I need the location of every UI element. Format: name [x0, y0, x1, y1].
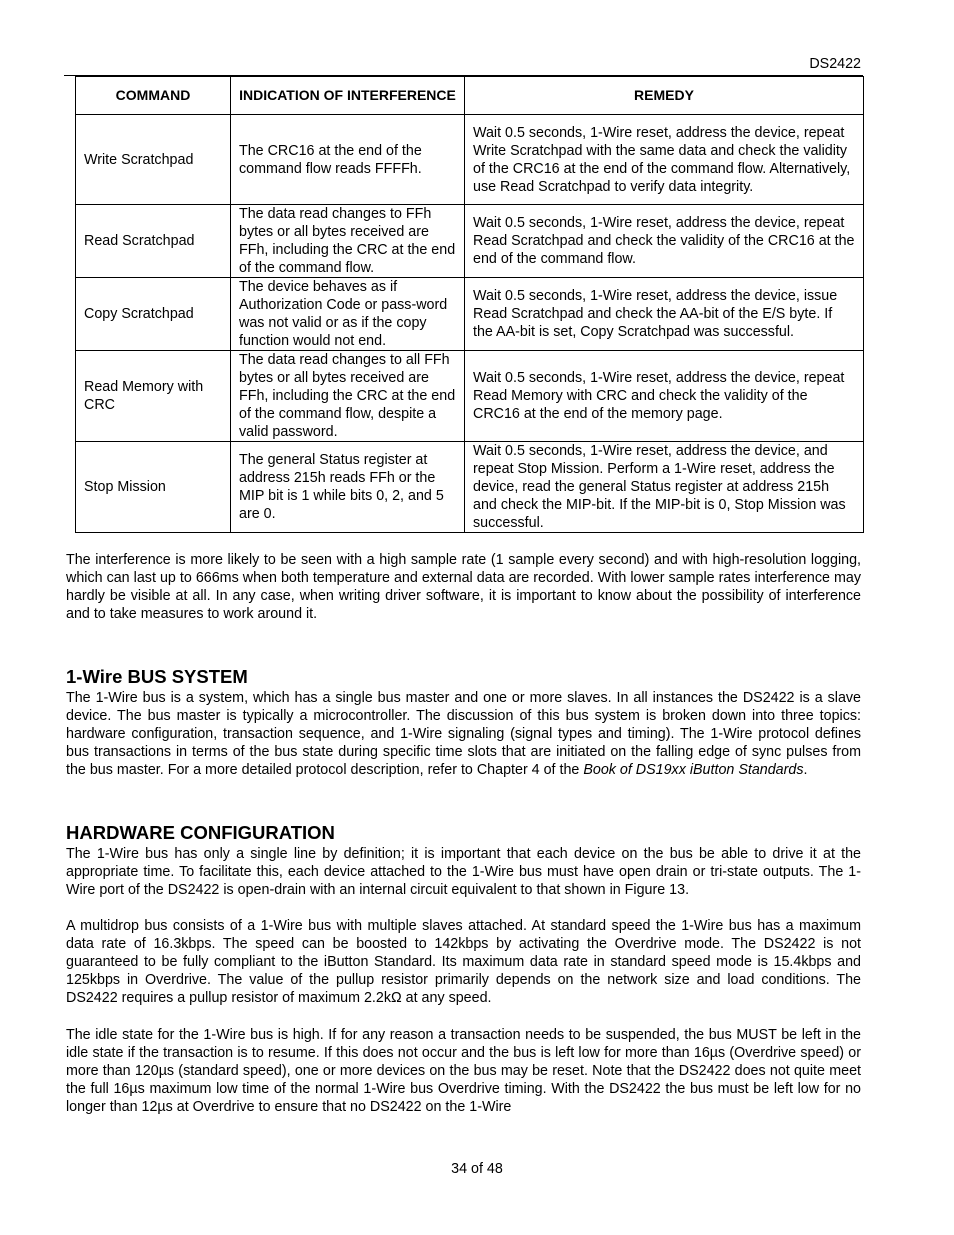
hardware-paragraph-3: The idle state for the 1-Wire bus is high. If for any reason a transaction needs to be suspended, the bus MUST be left in the idle state if the transaction is to resume. If this does not occur and the bus is left low for more than 16µs (Overdrive speed) or more than 120µs (standard speed), one or more devices on the bus may be reset. Note that the DS2422 does not quite meet the full 16µs maximum low time of the normal 1-Wire bus Overdrive timing. With the DS2422 the bus must be left low for no longer than 12µs at Overdrive to ensure that no DS2422 on the 1-Wire	[66, 1027, 861, 1115]
table-row	[76, 115, 864, 205]
section-heading-bus-system: 1-Wire BUS SYSTEM	[66, 666, 248, 687]
hardware-paragraph-1: The 1-Wire bus has only a single line by definition; it is important that each device on the bus be able to drive it at the appropriate time. To facilitate this, each device attached to the 1-Wire bus must have open drain or tri-state outputs. The 1-Wire port of the DS2422 is open-drain with an internal circuit equivalent to that shown in Figure 13.	[66, 846, 861, 898]
interference-paragraph: The interference is more likely to be seen with a high sample rate (1 sample every second) and with high-resolution logging, which can last up to 666ms when both temperature and external data are recorded. With lower sample rates interference may hardly be visible at all. In any case, when writing driver software, it is important to know about the possibility of interference and to take measures to work around it.	[66, 552, 861, 622]
book-reference: Book of DS19xx iButton Standards	[583, 762, 804, 778]
hardware-paragraph-2: A multidrop bus consists of a 1-Wire bus with multiple slaves attached. At standard speed the 1-Wire bus has a maximum data rate of 16.3kbps. The speed can be boosted to 142kbps by activating the Overdrive mode. The DS2422 is not guaranteed to be fully compliant to the iButton Standard. Its maximum data rate in standard speed mode is 15.4kbps and 125kbps in Overdrive. The value of the pullup resistor primarily depends on the network size and load conditions. The DS2422 requires a pullup resistor of maximum 2.2kΩ at any speed.	[66, 918, 861, 1006]
indication-cell: The data read changes to FFh bytes or all bytes received are FFh, including the CRC at the end of the command flow.	[231, 205, 465, 278]
remedy-cell: Wait 0.5 seconds, 1-Wire reset, address the device, and repeat Stop Mission. Perform a 1-Wire reset, address the device, read the general Status register at address 215h and check the MIP-bit. If the MIP-bit is 0, Stop Mission was successful.	[465, 442, 864, 533]
indication-cell: The general Status register at address 215h reads FFh or the MIP bit is 1 while bits 0, 2, and 5 are 0.	[231, 442, 465, 533]
command-cell: Read Memory with CRC	[76, 351, 231, 442]
table-row	[76, 205, 864, 278]
indication-cell: The data read changes to all FFh bytes or all bytes received are FFh, including the CRC at the end of the command flow, despite a valid password.	[231, 351, 465, 442]
indication-cell: The device behaves as if Authorization Code or pass-word was not valid or as if the copy function would not end.	[231, 278, 465, 351]
section-heading-hardware: HARDWARE CONFIGURATION	[66, 822, 335, 843]
remedy-cell: Wait 0.5 seconds, 1-Wire reset, address the device, repeat Read Memory with CRC and check the validity of the CRC16 at the end of the memory page.	[465, 351, 864, 442]
indication-cell: The CRC16 at the end of the command flow reads FFFFh.	[231, 115, 465, 205]
table-row	[76, 442, 864, 533]
table-header-row	[76, 77, 864, 115]
page-number: 34 of 48	[451, 1161, 503, 1177]
command-cell: Write Scratchpad	[76, 115, 231, 205]
command-cell: Read Scratchpad	[76, 205, 231, 278]
table-row	[76, 351, 864, 442]
remedy-cell: Wait 0.5 seconds, 1-Wire reset, address the device, repeat Write Scratchpad with the same data and check the validity of the CRC16 at the end of the command flow. Alternatively, use Read Scratchpad to verify data integrity.	[465, 115, 864, 205]
interference-table	[75, 76, 864, 533]
document-id: DS2422	[809, 56, 861, 72]
column-header-remedy: REMEDY	[465, 77, 864, 115]
column-header-command: COMMAND	[76, 77, 231, 115]
remedy-cell: Wait 0.5 seconds, 1-Wire reset, address the device, repeat Read Scratchpad and check the validity of the CRC16 at the end of the command flow.	[465, 205, 864, 278]
bus-system-paragraph	[66, 689, 861, 779]
command-cell: Stop Mission	[76, 442, 231, 533]
table-row	[76, 278, 864, 351]
command-cell: Copy Scratchpad	[76, 278, 231, 351]
remedy-cell: Wait 0.5 seconds, 1-Wire reset, address the device, issue Read Scratchpad and check the AA-bit of the E/S byte. If the AA-bit is set, Copy Scratchpad was successful.	[465, 278, 864, 351]
column-header-indication: INDICATION OF INTERFERENCE	[231, 77, 465, 115]
bus-system-text-end: .	[803, 762, 808, 778]
bus-system-text: The 1-Wire bus is a system, which has a single bus master and one or more slaves. In all instances the DS2422 is a slave device. The bus master is typically a microcontroller. The discussion of this bus system is broken down into three topics: hardware configuration, transaction sequence, and 1-Wire signaling (signal types and timing). The 1-Wire protocol defines bus transactions in terms of the bus state during specific time slots that are initiated on the falling edge of sync pulses from the bus master. For a more detailed protocol description, refer to Chapter 4 of the	[66, 690, 861, 778]
